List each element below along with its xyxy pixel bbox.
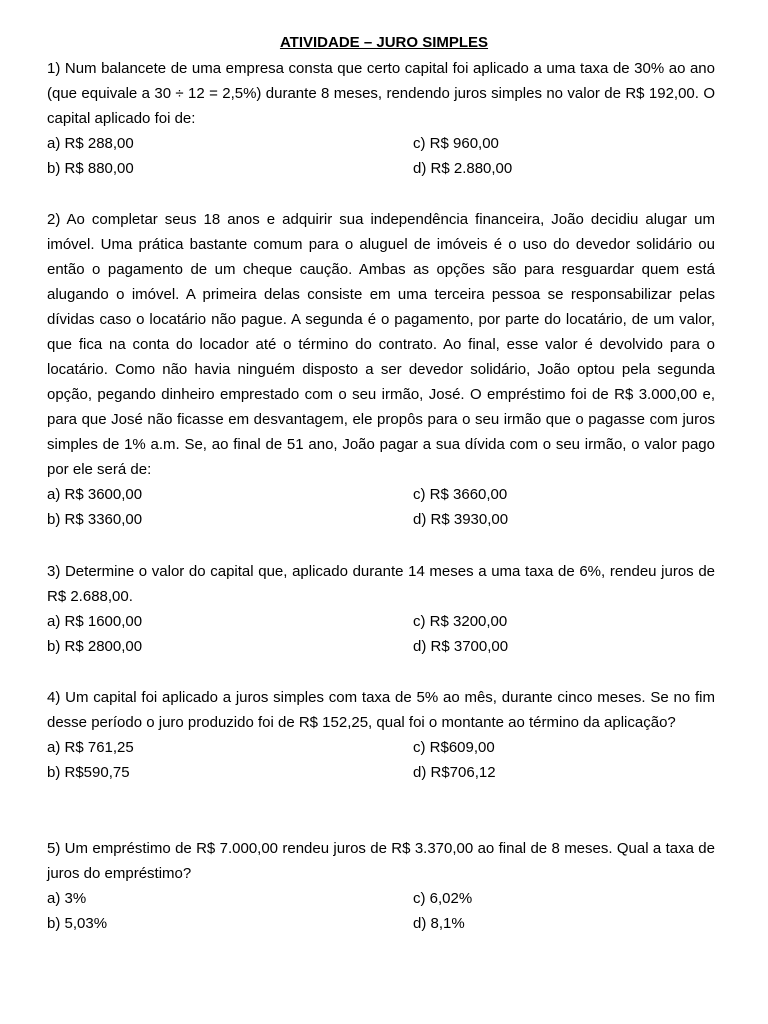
question-3-option-a: a) R$ 1600,00 bbox=[47, 613, 143, 630]
question-4 bbox=[47, 685, 715, 785]
question-3-option-b: b) R$ 2800,00 bbox=[47, 638, 143, 656]
question-5-option-d: d) 8,1% bbox=[413, 915, 465, 933]
question-4-option-b: b) R$590,75 bbox=[47, 764, 130, 782]
question-4-options-row-1 bbox=[47, 735, 715, 760]
question-1-option-c: c) R$ 960,00 bbox=[413, 135, 499, 152]
question-4-options-row-2 bbox=[47, 760, 715, 785]
question-5 bbox=[47, 836, 715, 936]
question-3-option-c: c) R$ 3200,00 bbox=[413, 613, 508, 630]
question-1-options-row-2 bbox=[47, 156, 715, 181]
question-2-options-row-2 bbox=[47, 507, 715, 532]
question-2-options-row-1 bbox=[47, 482, 715, 507]
question-4-option-a: a) R$ 761,25 bbox=[47, 739, 134, 756]
question-1-option-b: b) R$ 880,00 bbox=[47, 160, 134, 178]
question-2-option-d: d) R$ 3930,00 bbox=[413, 511, 509, 529]
question-5-option-b: b) 5,03% bbox=[47, 915, 108, 933]
question-3-stem: 3) Determine o valor do capital que, aplicado durante 14 meses a uma taxa de 6%, rendeu juros de R$ 2.688,00. bbox=[47, 563, 715, 605]
question-1 bbox=[47, 56, 715, 181]
question-3-options-row-2 bbox=[47, 634, 715, 659]
question-3-options-row-1 bbox=[47, 609, 715, 634]
question-5-option-c: c) 6,02% bbox=[413, 890, 473, 907]
worksheet-title: ATIVIDADE – JURO SIMPLES bbox=[279, 34, 489, 51]
question-1-option-d: d) R$ 2.880,00 bbox=[413, 160, 513, 178]
question-1-stem: 1) Num balancete de uma empresa consta que certo capital foi aplicado a uma taxa de 30% ao ano (que equivale a 30 ÷ 12 = 2,5%) durante 8 meses, rendendo juros simples no valor de R$ 192,00. O capital aplicado foi de: bbox=[47, 60, 715, 127]
question-2-option-b: b) R$ 3360,00 bbox=[47, 511, 143, 529]
question-5-option-a: a) 3% bbox=[47, 890, 87, 907]
question-4-stem: 4) Um capital foi aplicado a juros simples com taxa de 5% ao mês, durante cinco meses. Se no fim desse período o juro produzido foi de R$ 152,25, qual foi o montante ao término da aplicação? bbox=[47, 689, 715, 731]
question-4-option-c: c) R$609,00 bbox=[413, 739, 495, 756]
question-5-stem: 5) Um empréstimo de R$ 7.000,00 rendeu juros de R$ 3.370,00 ao final de 8 meses. Qual a taxa de juros do empréstimo? bbox=[47, 840, 715, 882]
question-1-options-row-1 bbox=[47, 131, 715, 156]
question-5-options-row-1 bbox=[47, 886, 715, 911]
question-4-option-d: d) R$706,12 bbox=[413, 764, 496, 782]
question-2-option-c: c) R$ 3660,00 bbox=[413, 486, 508, 503]
question-3-option-d: d) R$ 3700,00 bbox=[413, 638, 509, 656]
question-3 bbox=[47, 559, 715, 659]
question-2-option-a: a) R$ 3600,00 bbox=[47, 486, 143, 503]
question-1-option-a: a) R$ 288,00 bbox=[47, 135, 134, 152]
question-2-stem: 2) Ao completar seus 18 anos e adquirir sua independência financeira, João decidiu alugar um imóvel. Uma prática bastante comum para o aluguel de imóveis é o uso do devedor solidário ou então o pagamento de um cheque caução. Ambas as opções são para resguardar quem está alugando o imóvel. A primeira delas consiste em uma terceira pessoa se responsabilizar pelas dívidas caso o locatário não pague. A segunda é o pagamento, por parte do locatário, de um valor, que fica na conta do locador até o término do contrato. Ao final, esse valor é devolvido para o locatário. Como não havia ninguém disposto a ser devedor solidário, João optou pela segunda opção, pegando dinheiro emprestado com o seu irmão, José. O empréstimo foi de R$ 3.000,00 e, para que José não ficasse em desvantagem, ele propôs para o seu irmão que o pagasse com juros simples de 1% a.m. Se, ao final de 51 ano, João pagar a sua dívida com o seu irmão, o valor pago por ele será de: bbox=[47, 211, 715, 478]
question-5-options-row-2 bbox=[47, 911, 715, 936]
question-2 bbox=[47, 207, 715, 532]
